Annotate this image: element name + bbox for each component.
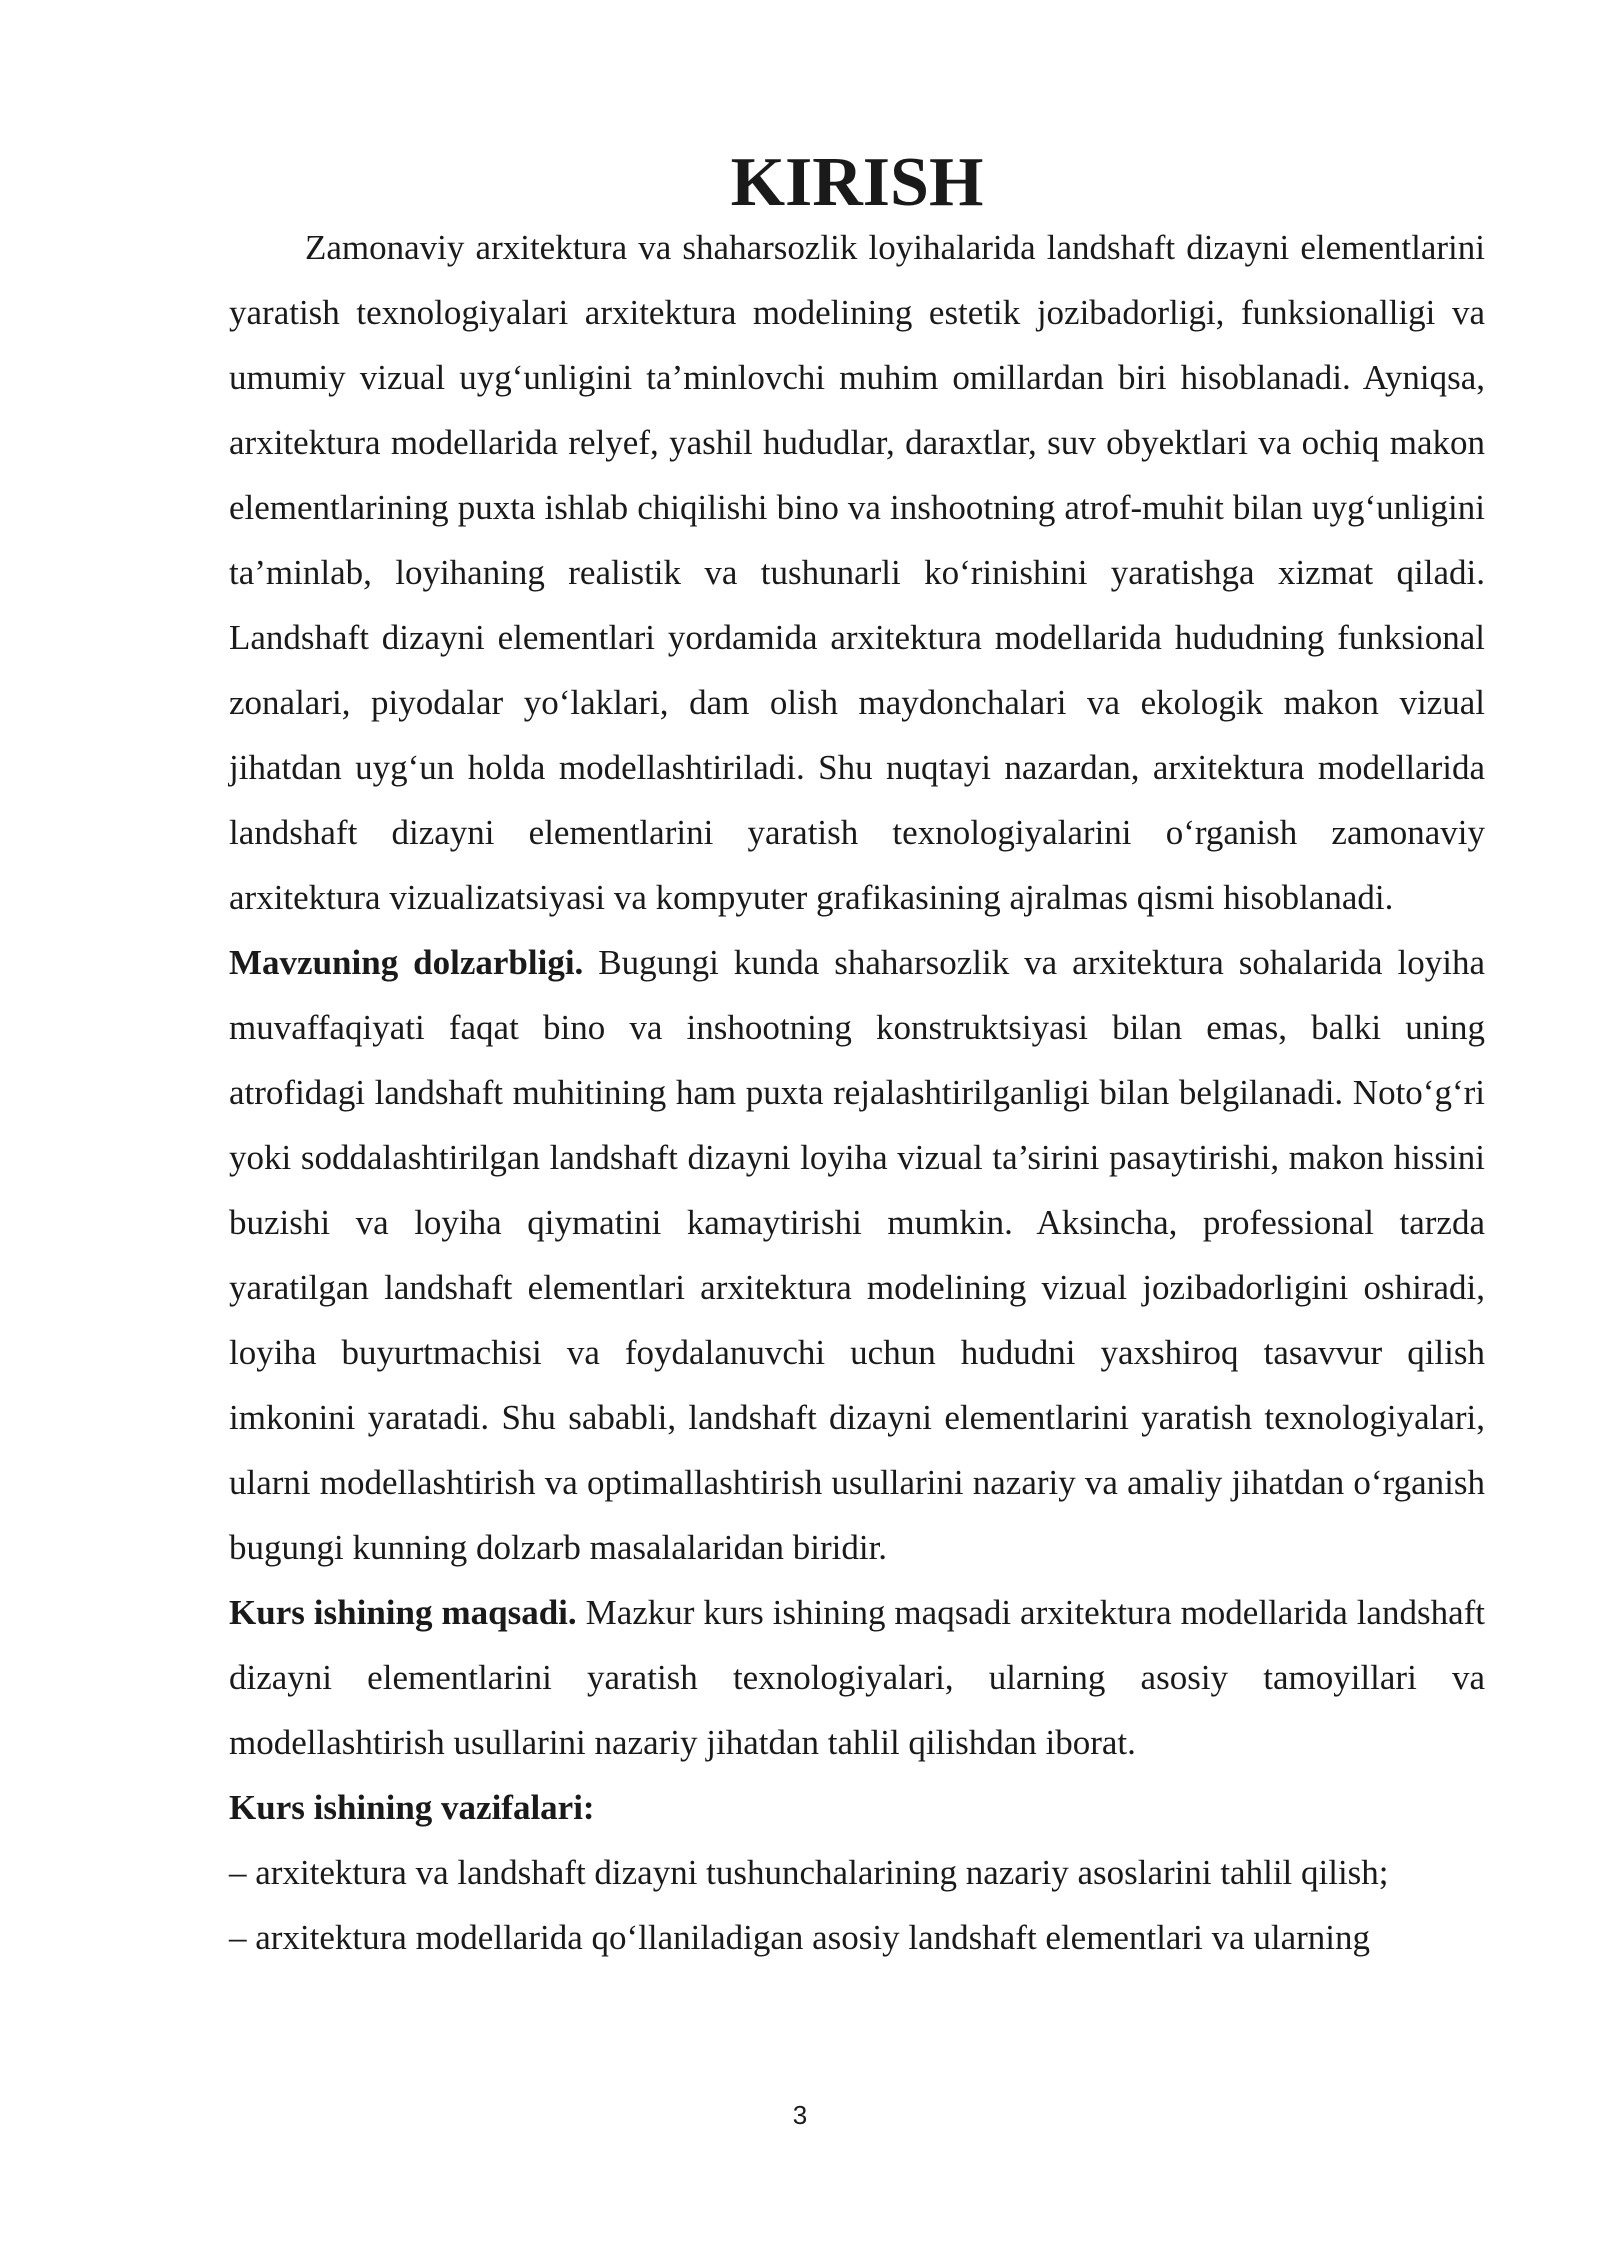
goal-paragraph <box>229 1580 1485 1775</box>
relevance-paragraph <box>229 930 1485 1580</box>
relevance-text: Bugungi kunda shaharsozlik va arxitektura sohalarida loyiha muvaffaqiyati faqat bino va inshootning konstruktsiyasi bilan emas, balki uning atrofidagi landshaft muhitining ham puxta rejalashtirilganligi bilan belgilanadi. Noto‘g‘ri yoki soddalashtirilgan landshaft dizayni loyiha vizual ta’sirini pasaytirishi, makon hissini buzishi va loyiha qiymatini kamaytirishi mumkin. Aksincha, professional tarzda yaratilgan landshaft elementlari arxitektura modelining vizual jozibadorligini oshiradi, loyiha buyurtmachisi va foydalanuvchi uchun hududni yaxshiroq tasavvur qilish imkonini yaratadi. Shu sababli, landshaft dizayni elementlarini yaratish texnologiyalari, ularni modellashtirish va optimallashtirish usullarini nazariy va amaliy jihatdan o‘rganish bugungi kunning dolzarb masalalaridan biridir. <box>229 943 1485 1567</box>
page-number: 3 <box>792 2100 808 2130</box>
task-item: – arxitektura modellarida qo‘llaniladigan asosiy landshaft elementlari va ularning <box>229 1918 1371 1957</box>
section-title: KIRISH <box>730 144 984 221</box>
relevance-label: Mavzuning dolzarbligi. <box>229 943 584 982</box>
task-item: – arxitektura va landshaft dizayni tushunchalarining nazariy asoslarini tahlil qilish; <box>229 1853 1389 1892</box>
tasks-heading: Kurs ishining vazifalari: <box>229 1788 595 1827</box>
document-page <box>229 144 1486 1970</box>
intro-paragraph: Zamonaviy arxitektura va shaharsozlik loyihalarida landshaft dizayni elementlarini yaratish texnologiyalari arxitektura modelining estetik jozibadorligi, funksionalligi va umumiy vizual uyg‘unligini ta’minlovchi muhim omillardan biri hisoblanadi. Ayniqsa, arxitektura modellarida relyef, yashil hududlar, daraxtlar, suv obyektlari va ochiq makon elementlarining puxta ishlab chiqilishi bino va inshootning atrof-muhit bilan uyg‘unligini ta’minlab, loyihaning realistik va tushunarli ko‘rinishini yaratishga xizmat qiladi. Landshaft dizayni elementlari yordamida arxitektura modellarida hududning funksional zonalari, piyodalar yo‘laklari, dam olish maydonchalari va ekologik makon vizual jihatdan uyg‘un holda modellashtiriladi. Shu nuqtayi nazardan, arxitektura modellarida landshaft dizayni elementlarini yaratish texnologiyalarini o‘rganish zamonaviy arxitektura vizualizatsiyasi va kompyuter grafikasining ajralmas qismi hisoblanadi. <box>229 228 1485 917</box>
goal-text: Mazkur kurs ishining maqsadi arxitektura modellarida landshaft dizayni elementlarini yaratish texnologiyalari, ularning asosiy tamoyillari va modellashtirish usullarini nazariy jihatdan tahlil qilishdan iborat. <box>229 1593 1486 1762</box>
goal-label: Kurs ishining maqsadi. <box>229 1593 577 1632</box>
